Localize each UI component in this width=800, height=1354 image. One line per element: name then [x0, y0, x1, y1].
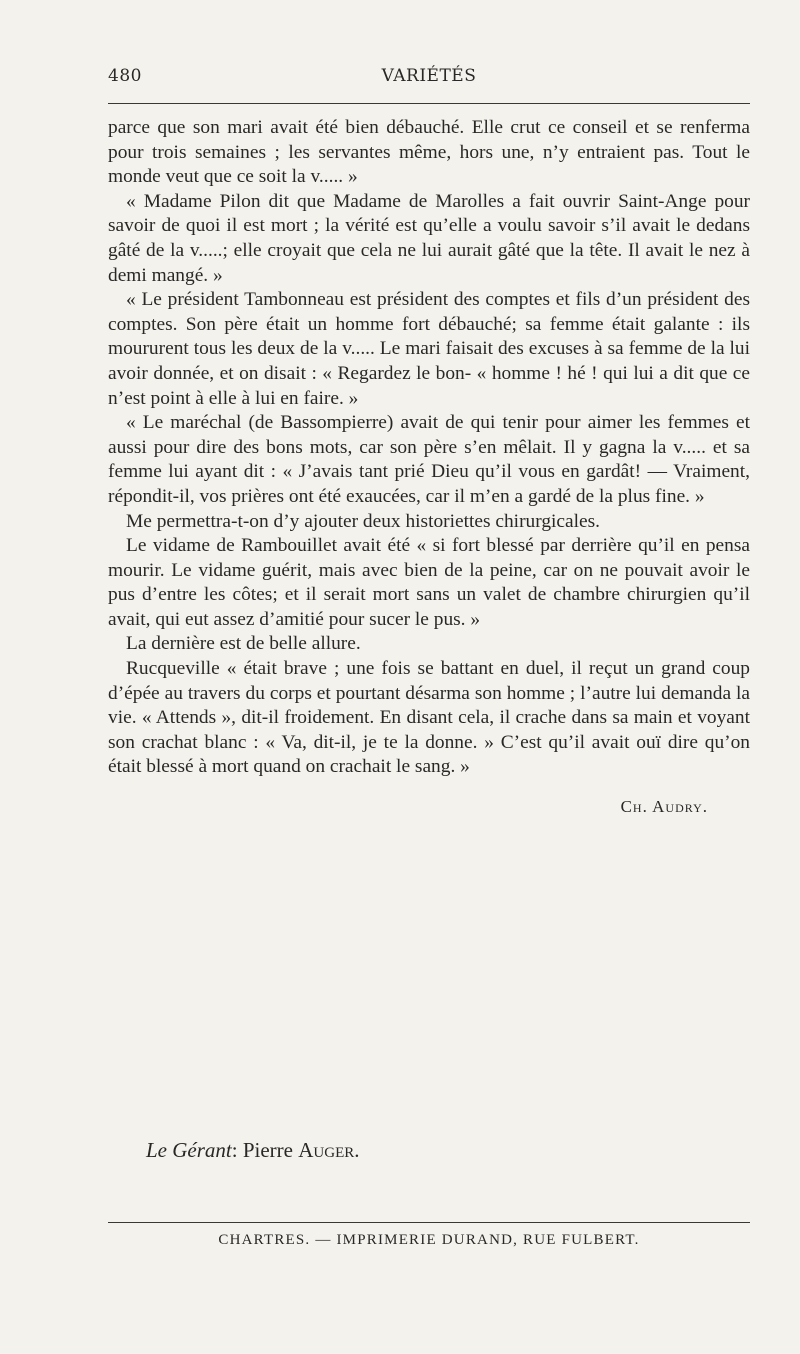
body-text — [108, 116, 750, 780]
page-number: 480 — [108, 66, 142, 86]
gerant-last-name: Auger. — [298, 1138, 360, 1162]
paragraph: La dernière est de belle allure. — [126, 633, 361, 655]
paragraph: parce que son mari avait été bien débauché. Elle crut ce conseil et se renferma pour trois semaines ; les servantes même, hors une, n’y entraient pas. Tout le monde veut que ce soit la v..... » — [108, 117, 750, 188]
paragraph: Rucqueville « était brave ; une fois se battant en duel, il reçut un grand coup d’épée au travers du corps et pourtant désarma son homme ; l’autre lui demanda la vie. « Attends », dit-il froidement. En disant cela, il crache dans sa main et voyant son crachat blanc : « Va, dit-il, je te la donne. » C’est qu’il avait ouï dire qu’on était blessé à mort quand on crachait le sang. » — [108, 658, 750, 778]
paragraph: Me permettra-t-on d’y ajouter deux historiettes chirurgicales. — [126, 510, 601, 532]
author-signature: Ch. Audry. — [620, 797, 708, 816]
paragraph: « Le maréchal (de Bassompierre) avait de qui tenir pour aimer les femmes et aussi pour dire des bons mots, car son père s’en mêlait. Il y gagna la v..... et sa femme lui ayant dit : « J’avais tant prié Dieu qu’il vous en gardât! — Vraiment, répondit-il, vos prières ont été exaucées, car il m’en a gardé de la plus fine. » — [108, 412, 750, 507]
gerant-line — [146, 1138, 360, 1163]
gerant-label: Le Gérant — [146, 1138, 232, 1162]
paragraph: Le vidame de Rambouillet avait été « si fort blessé par derrière qu’il en pensa mourir. Le vidame guérit, mais avec bien de la peine, car on ne pouvait avoir le pus d’entre les côtes; et il serait mort sans un valet de chambre chirurgien qu’il avait, qui eut assez d’amitié pour sucer le pus. » — [108, 535, 750, 630]
header-rule — [108, 103, 750, 104]
running-title: VARIÉTÉS — [381, 66, 477, 86]
gerant-first-name: Pierre — [242, 1138, 293, 1162]
page-header — [108, 62, 750, 90]
printer-imprint: CHARTRES. — IMPRIMERIE DURAND, RUE FULBERT. — [218, 1232, 640, 1248]
gerant-colon: : — [231, 1138, 243, 1162]
paragraph: « Le président Tambonneau est président des comptes et fils d’un président des comptes. Son père était un homme fort débauché; sa femme était galante : ils moururent tous les deux de la v..... Le mari faisait des excuses à sa femme de la lui avoir donnée, et on disait : « Regardez le bon- « homme ! hé ! qui lui a dit que ce n’est point à elle à lui en faire. » — [108, 289, 750, 409]
paragraph: « Madame Pilon dit que Madame de Marolles a fait ouvrir Saint-Ange pour savoir de quoi il est mort ; la vérité est qu’elle a voulu savoir s’il avait le dedans gâté de la v.....; elle croyait que cela ne lui aurait gâté que la tête. Il avait le nez à demi mangé. » — [108, 190, 750, 286]
footer-rule — [108, 1222, 750, 1223]
